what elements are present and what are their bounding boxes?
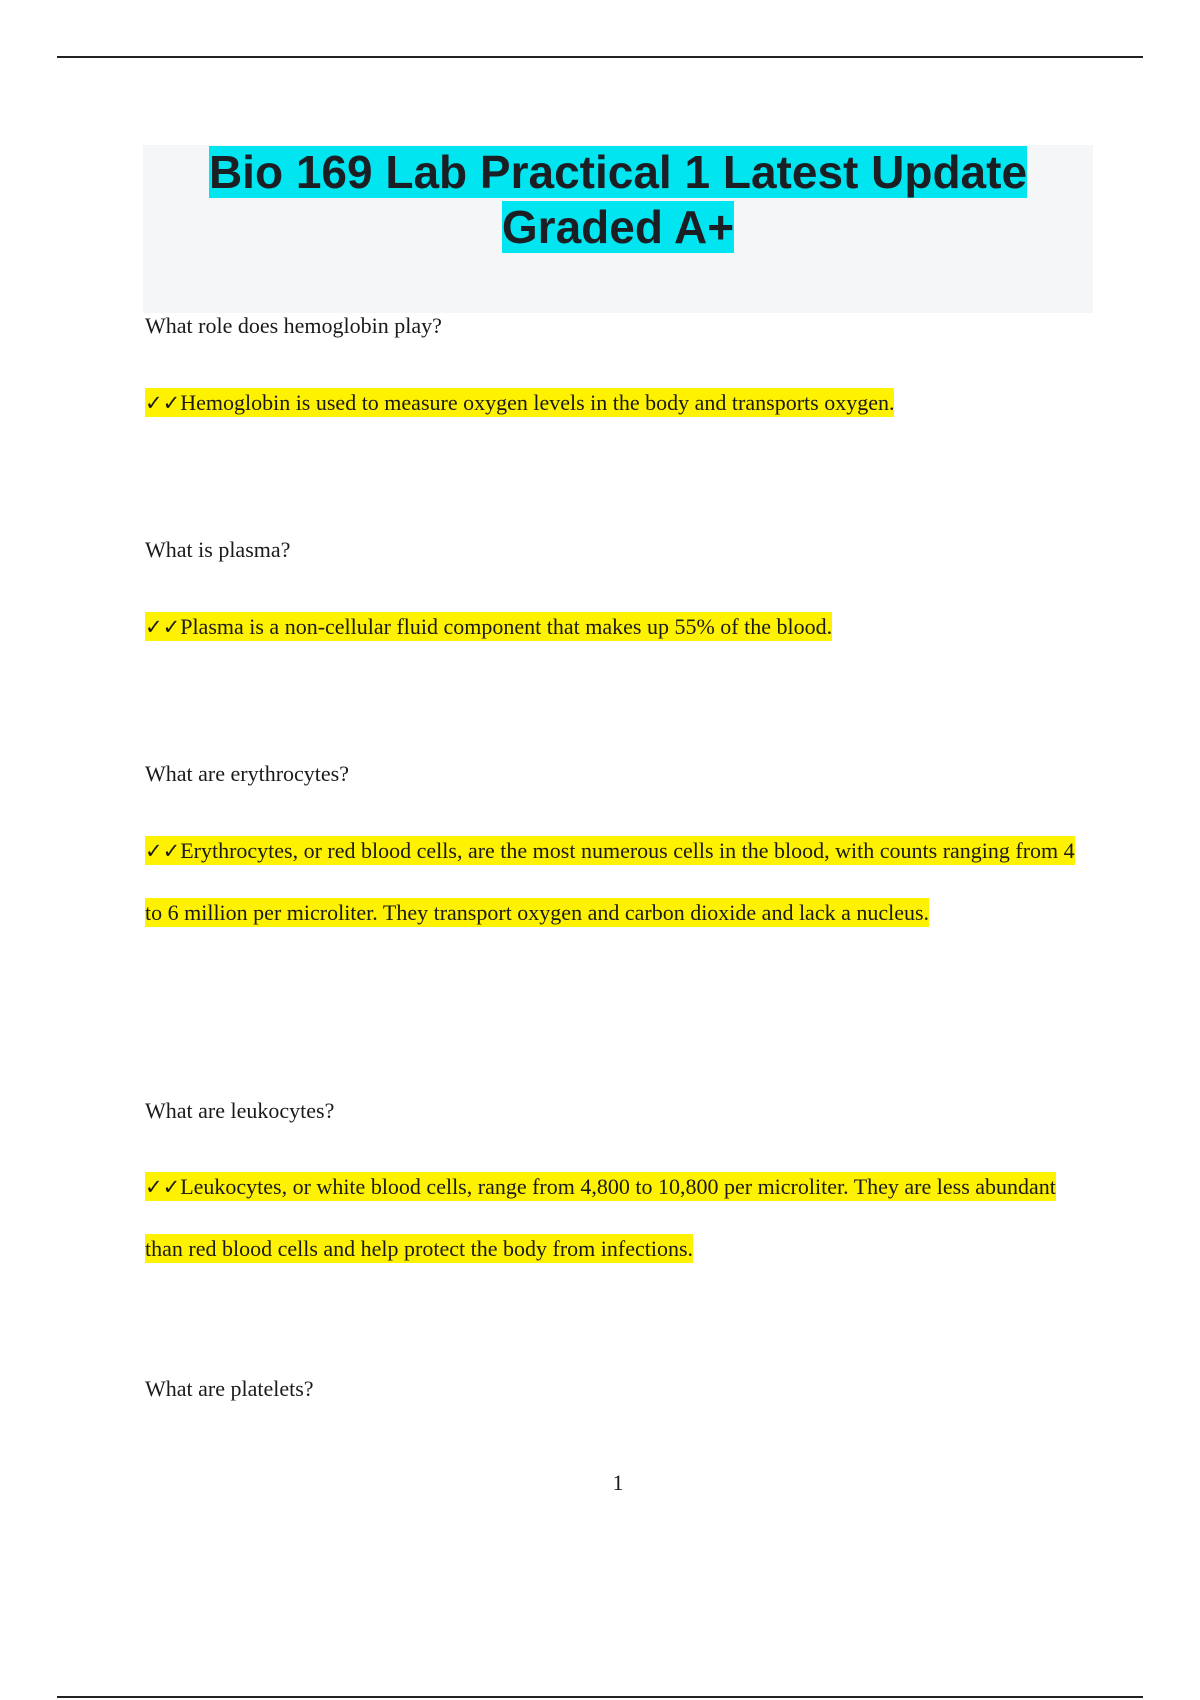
document-title xyxy=(143,145,1093,255)
answer-highlight xyxy=(145,612,832,641)
answer-highlight xyxy=(145,836,1075,927)
document-title-text: Bio 169 Lab Practical 1 Latest Update Graded A+ xyxy=(208,146,1028,253)
question-plasma: What is plasma? xyxy=(145,537,291,562)
footer-rule xyxy=(57,1696,1143,1698)
double-check-icon: ✓✓ xyxy=(145,391,181,415)
header-rule xyxy=(57,56,1143,58)
answer-text: Plasma is a non-cellular fluid component that makes up 55% of the blood. xyxy=(180,614,833,639)
answer-plasma xyxy=(145,596,1085,658)
question-hemoglobin: What role does hemoglobin play? xyxy=(145,313,442,338)
answer-highlight xyxy=(145,1172,1056,1263)
answer-text: Hemoglobin is used to measure oxygen levels in the body and transports oxygen. xyxy=(180,390,895,415)
answer-highlight xyxy=(145,388,894,417)
answer-text: Erythrocytes, or red blood cells, are the most numerous cells in the blood, with counts ranging from 4 to 6 million per microliter. They transport oxygen and carbon dioxide and lack a nucleus. xyxy=(145,838,1075,925)
answer-erythrocytes xyxy=(145,820,1085,943)
answer-leukocytes xyxy=(145,1156,1085,1279)
question-erythrocytes: What are erythrocytes? xyxy=(145,761,349,786)
page-number: 1 xyxy=(612,1470,624,1495)
double-check-icon: ✓✓ xyxy=(145,1175,181,1199)
answer-hemoglobin xyxy=(145,372,1085,434)
double-check-icon: ✓✓ xyxy=(145,839,181,863)
double-check-icon: ✓✓ xyxy=(145,615,181,639)
answer-text: Leukocytes, or white blood cells, range from 4,800 to 10,800 per microliter. They are less abundant than red blood cells and help protect the body from infections. xyxy=(145,1174,1056,1261)
question-platelets: What are platelets? xyxy=(145,1376,314,1401)
question-leukocytes: What are leukocytes? xyxy=(145,1098,335,1123)
